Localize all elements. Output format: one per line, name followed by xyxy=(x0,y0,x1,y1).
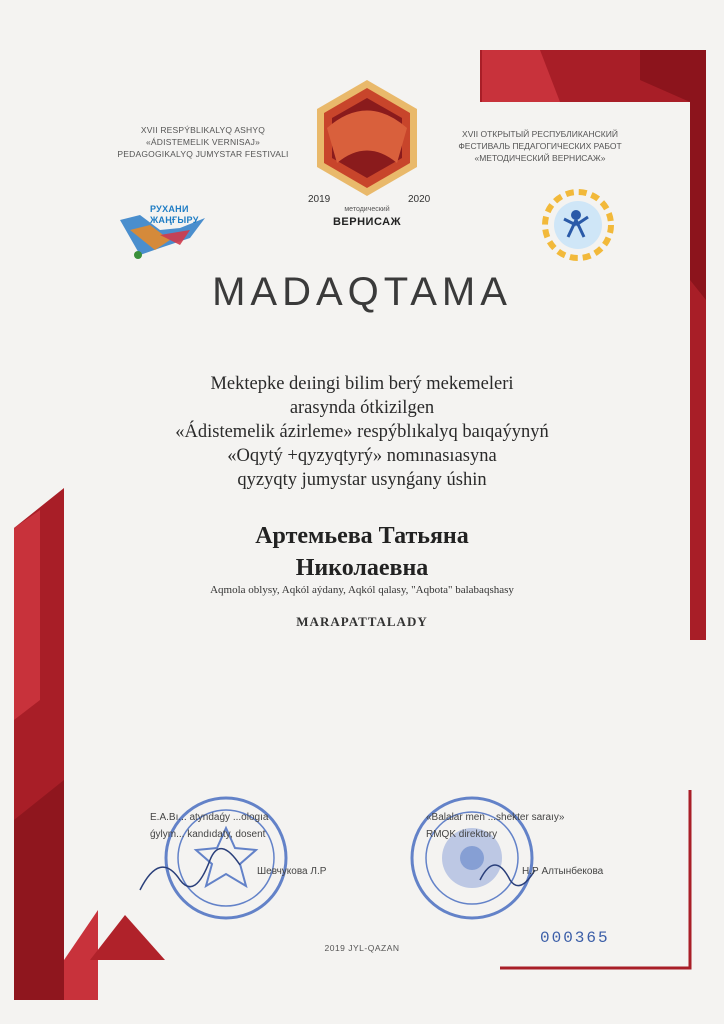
emblem-title: ВЕРНИСАЖ xyxy=(332,216,402,228)
footer-year-city: 2019 JYL-QAZAN xyxy=(324,943,400,953)
recipient-line1: Артемьева Татьяна xyxy=(255,523,469,549)
certificate-body xyxy=(130,372,594,492)
header-right-festival-name xyxy=(440,128,640,164)
body-line3: «Ádistemelik ázirleme» respýblıkalyq baıqaýynyń xyxy=(175,422,549,442)
body-line5: qyzyqty jumystar usynǵany úshin xyxy=(237,470,487,490)
rukhani-logo-text xyxy=(150,204,199,226)
body-line4: «Oqytý +qyzyqtyrý» nomınasıasyna xyxy=(227,446,497,466)
bottom-left-triangle xyxy=(64,910,98,1000)
signatory-right-line2: RMQK direktory xyxy=(426,829,498,840)
body-line2: arasynda ótkizilgen xyxy=(289,398,435,418)
serial-number: 000365 xyxy=(540,929,610,947)
emblem-year-start: 2019 xyxy=(308,194,331,205)
signatory-right-name: Н.Р Алтынбекова xyxy=(522,866,604,877)
vernisazh-emblem xyxy=(317,80,417,196)
certificate-title: MADAQTAMA xyxy=(212,270,512,314)
header-right-line1: XVII ОТКРЫТЫЙ РЕСПУБЛИКАНСКИЙ xyxy=(462,129,618,139)
header-left-line3: PEDAGOGIKALYQ JUMYSTAR FESTIVALI xyxy=(117,149,289,159)
header-left-festival-name xyxy=(108,124,298,160)
signatory-left-name: Шевчукова Л.Р xyxy=(257,866,327,877)
awarded-label: MARAPATTALADY xyxy=(296,614,428,629)
body-line1: Mektepke deıingi bilim berý mekemeleri xyxy=(210,374,514,394)
recipient-name xyxy=(150,520,574,584)
left-signature xyxy=(140,849,240,890)
header-right-line3: «МЕТОДИЧЕСКИЙ ВЕРНИСАЖ» xyxy=(474,153,606,163)
signatory-left-line1: E.A.Bı... atyndaǵy ...ologıa xyxy=(150,812,269,823)
festival-child-logo xyxy=(545,192,611,258)
rukhani-line1: РУХАНИ xyxy=(150,204,189,214)
emblem-year-end: 2020 xyxy=(408,194,431,205)
header-right-line2: ФЕСТИВАЛЬ ПЕДАГОГИЧЕСКИХ РАБОТ xyxy=(458,141,622,151)
recipient-address: Aqmola oblysy, Aqkól aýdany, Aqkól qalasy, "Aqbota" balabaqshasy xyxy=(210,584,514,596)
rukhani-line2: ЖАҢҒЫРУ xyxy=(150,215,199,225)
header-left-line1: XVII RESPÝBLIKALYQ ASHYQ xyxy=(140,125,266,135)
signatory-right-line1: «Balalar men ...shekter saraıy» xyxy=(426,812,565,823)
signatory-right-title xyxy=(426,809,626,843)
header-left-line2: «ÁDISTEMELIK VERNISAJ» xyxy=(146,137,260,147)
signatory-left-title xyxy=(150,809,350,843)
emblem-subtitle: методический xyxy=(344,206,390,213)
recipient-line2: Николаевна xyxy=(295,555,429,581)
signatory-left-line2: ǵylym... kandıdaty, dosent xyxy=(150,829,266,840)
